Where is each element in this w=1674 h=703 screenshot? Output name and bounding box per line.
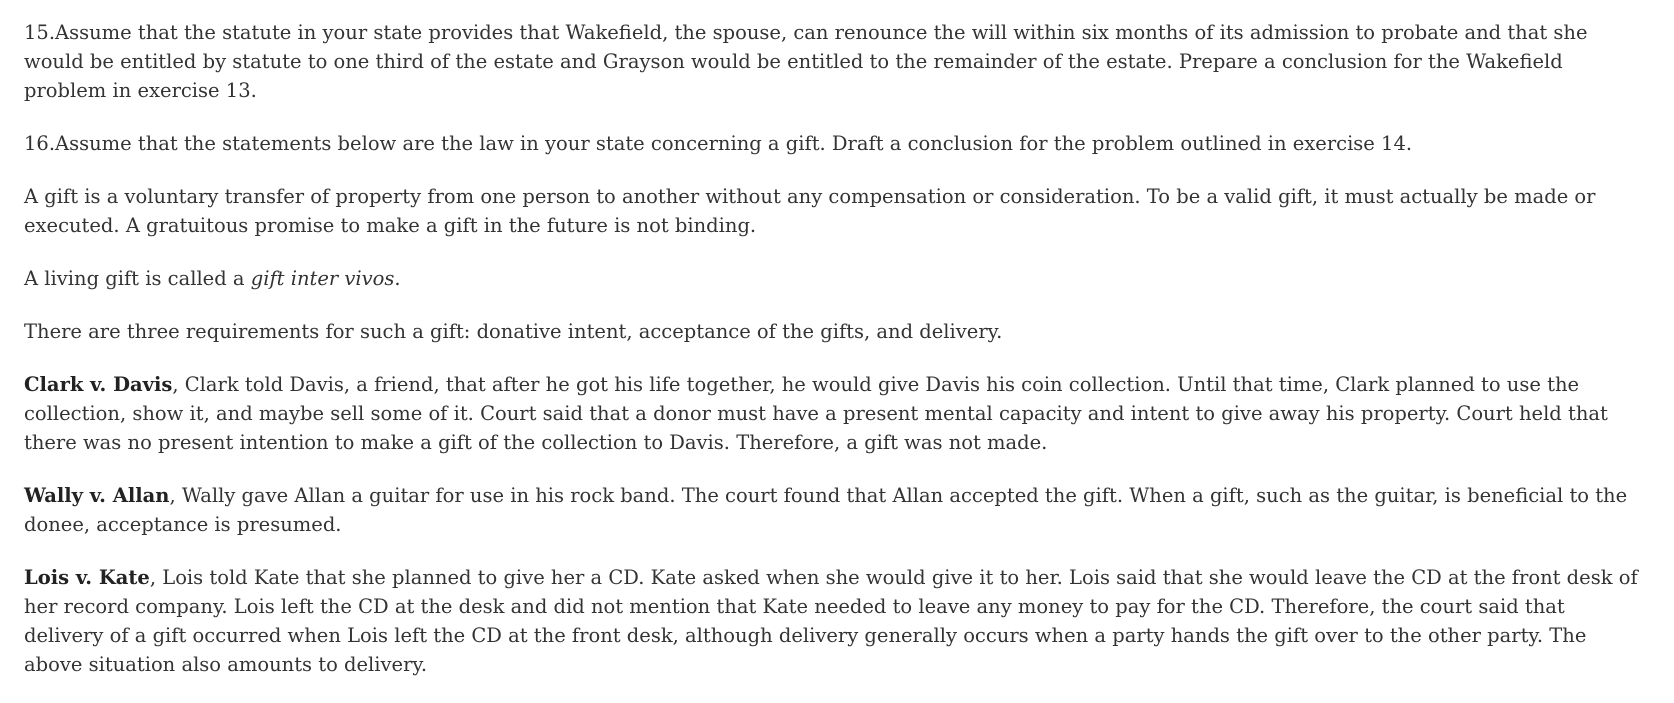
requirements-paragraph: There are three requirements for such a gift: donative intent, acceptance of the gifts, and delivery. bbox=[24, 320, 1003, 343]
case-clark-paragraph bbox=[24, 370, 1650, 457]
exercise-15-paragraph: 15.Assume that the statute in your state provides that Wakefield, the spouse, can renounce the will within six months of its admission to probate and that she would be entitled by statute to one third of the estate and Grayson would be entitled to the remainder of the estate. Prepare a conclusion for the Wakefield problem in exercise 13. bbox=[24, 21, 1588, 102]
living-gift-suffix: . bbox=[394, 267, 401, 290]
case-wally-text: , Wally gave Allan a guitar for use in his rock band. The court found that Allan accepted the gift. When a gift, such as the guitar, is beneficial to the donee, acceptance is presumed. bbox=[24, 484, 1628, 536]
living-gift-prefix: A living gift is called a bbox=[24, 267, 251, 290]
exercise-16-paragraph: 16.Assume that the statements below are the law in your state concerning a gift. Draft a conclusion for the problem outlined in exercise 14. bbox=[24, 132, 1413, 155]
living-gift-paragraph bbox=[24, 264, 1650, 293]
case-wally-paragraph bbox=[24, 481, 1650, 539]
case-lois-text: , Lois told Kate that she planned to give her a CD. Kate asked when she would give it to her. Lois said that she would leave the CD at the front desk of her record company. Lois left the CD at the desk and did not mention that Kate needed to leave any money to pay for the CD. Therefore, the court said that delivery of a gift occurred when Lois left the CD at the front desk, although delivery generally occurs when a party hands the gift over to the other party. The above situation also amounts to delivery. bbox=[24, 566, 1638, 676]
case-wally-name: Wally v. Allan bbox=[24, 484, 170, 507]
case-clark-name: Clark v. Davis bbox=[24, 373, 173, 396]
gift-definition-paragraph: A gift is a voluntary transfer of property from one person to another without any compensation or consideration. To be a valid gift, it must actually be made or executed. A gratuitous promise to make a gift in the future is not binding. bbox=[24, 185, 1596, 237]
document-body bbox=[24, 18, 1650, 703]
case-lois-paragraph bbox=[24, 563, 1650, 679]
case-clark-text: , Clark told Davis, a friend, that after he got his life together, he would give Davis his coin collection. Until that time, Clark planned to use the collection, show it, and maybe sell some of it. Court said that a donor must have a present mental capacity and intent to give away his property. Court held that there was no present intention to make a gift of the collection to Davis. Therefore, a gift was not made. bbox=[24, 373, 1608, 454]
case-lois-name: Lois v. Kate bbox=[24, 566, 150, 589]
gift-inter-vivos-term: gift inter vivos bbox=[250, 267, 395, 290]
